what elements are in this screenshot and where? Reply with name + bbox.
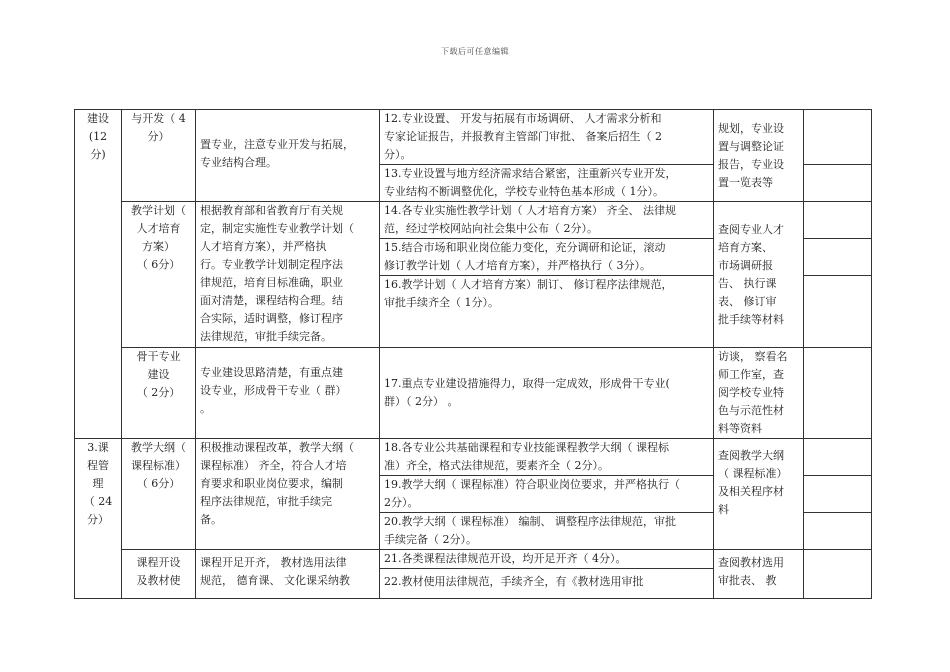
subcategory-cell: 教学大纲（ 课程标准） （ 6分） [122, 439, 196, 550]
item-cell-18: 18.各专业公共基础课程和专业技能课程教学大纲（ 课程标 准）齐全，格式法律规范，要素齐全（ 2分）。 [380, 439, 714, 476]
method-cell: 查阅教学大纲 （ 课程标准） 及相关程序材 料 [714, 439, 804, 550]
subcategory-cell: 教学计划（ 人才培育 方案） （ 6分） [122, 202, 196, 348]
standard-cell: 置专业，注意专业开发与拓展， 专业结构合理。 [196, 110, 380, 202]
item-cell-20: 20.教学大纲（ 课程标准） 编制、 调整程序法律规范，审批 手续完备（ 2分）。 [380, 513, 714, 550]
item-cell-13: 13.专业设置与地方经济需求结合紧密，注重新兴专业开发， 专业结构不断调整优化，学校专业特色基本形成（ 1分）。 [380, 165, 714, 202]
item-cell-15: 15.结合市场和职业岗位能力变化，充分调研和论证，滚动 修订教学计划（ 人才培育方案），并严格执行（ 3分）。 [380, 239, 714, 276]
standard-cell: 根据教育部和省教育厅有关规 定，制定实施性专业教学计划（ 人才培育方案），并严格执 行。专业教学计划制定程序法 律规范，培育目标准确，职业 面对清楚，课程结构合理。结 合实际，适时调整，修订程序 法律规范，审批手续完备。 [196, 202, 380, 348]
standard-cell: 课程开足开齐， 教材选用法律 规范， 德育课、 文化课采纳教 [196, 550, 380, 599]
item-cell-22: 22.教材使用法律规范，手续齐全，有《教材选用审批 [380, 569, 714, 599]
score-cell [804, 276, 872, 348]
score-cell [804, 550, 872, 599]
method-cell: 查阅专业人才 培育方案、 市场调研报 告、 执行课 表、 修订审 批手续等材料 [714, 202, 804, 348]
item-cell-19: 19.教学大纲（ 课程标准）符合职业岗位要求，并严格执行（ 2分）。 [380, 476, 714, 513]
score-cell [804, 202, 872, 239]
subcategory-cell: 骨干专业 建设 （ 2分） [122, 348, 196, 439]
page-header: 下载后可任意编辑 [441, 47, 509, 56]
category-cell-build: 建设 (12 分) [75, 110, 122, 439]
subcategory-cell: 与开发（ 4 分） [122, 110, 196, 202]
item-cell-17: 17.重点专业建设措施得力，取得一定成效，形成骨干专业( 群）（ 2分） 。 [380, 348, 714, 439]
evaluation-table [74, 109, 872, 599]
score-cell [804, 439, 872, 476]
method-cell: 查阅教材选用 审批表、 教 [714, 550, 804, 599]
method-cell: 规划，专业设 置与调整论证 报告，专业设 置一览表等 [714, 110, 804, 202]
item-cell-12: 12.专业设置、 开发与拓展有市场调研、 人才需求分析和 专家论证报告，并报教育主管部门审批、 备案后招生（ 2 分）。 [380, 110, 714, 165]
score-cell [804, 348, 872, 439]
score-cell [804, 165, 872, 202]
item-cell-21: 21.各类课程法律规范开设，均开足开齐（ 4分）。 [380, 550, 714, 569]
score-cell [804, 476, 872, 513]
category-cell-course: 3.课 程管 理 （ 24 分） [75, 439, 122, 599]
score-cell [804, 239, 872, 276]
item-cell-16: 16.教学计划（ 人才培育方案）制订、 修订程序法律规范， 审批手续齐全（ 1分）。 [380, 276, 714, 348]
score-cell [804, 110, 872, 165]
standard-cell: 积极推动课程改革，教学大纲（ 课程标准） 齐全，符合人才培 育要求和职业岗位要求，编制 程序法律规范，审批手续完 备。 [196, 439, 380, 550]
subcategory-cell: 课程开设 及教材使 [122, 550, 196, 599]
method-cell: 访谈， 察看名 师工作室，查 阅学校专业特 色与示范性材 料等资料 [714, 348, 804, 439]
score-cell [804, 513, 872, 550]
item-cell-14: 14.各专业实施性教学计划（ 人才培育方案） 齐全、 法律规 范，经过学校网站向社会集中公布（ 2分）。 [380, 202, 714, 239]
standard-cell: 专业建设思路清楚，有重点建 设专业，形成骨干专业（ 群） 。 [196, 348, 380, 439]
